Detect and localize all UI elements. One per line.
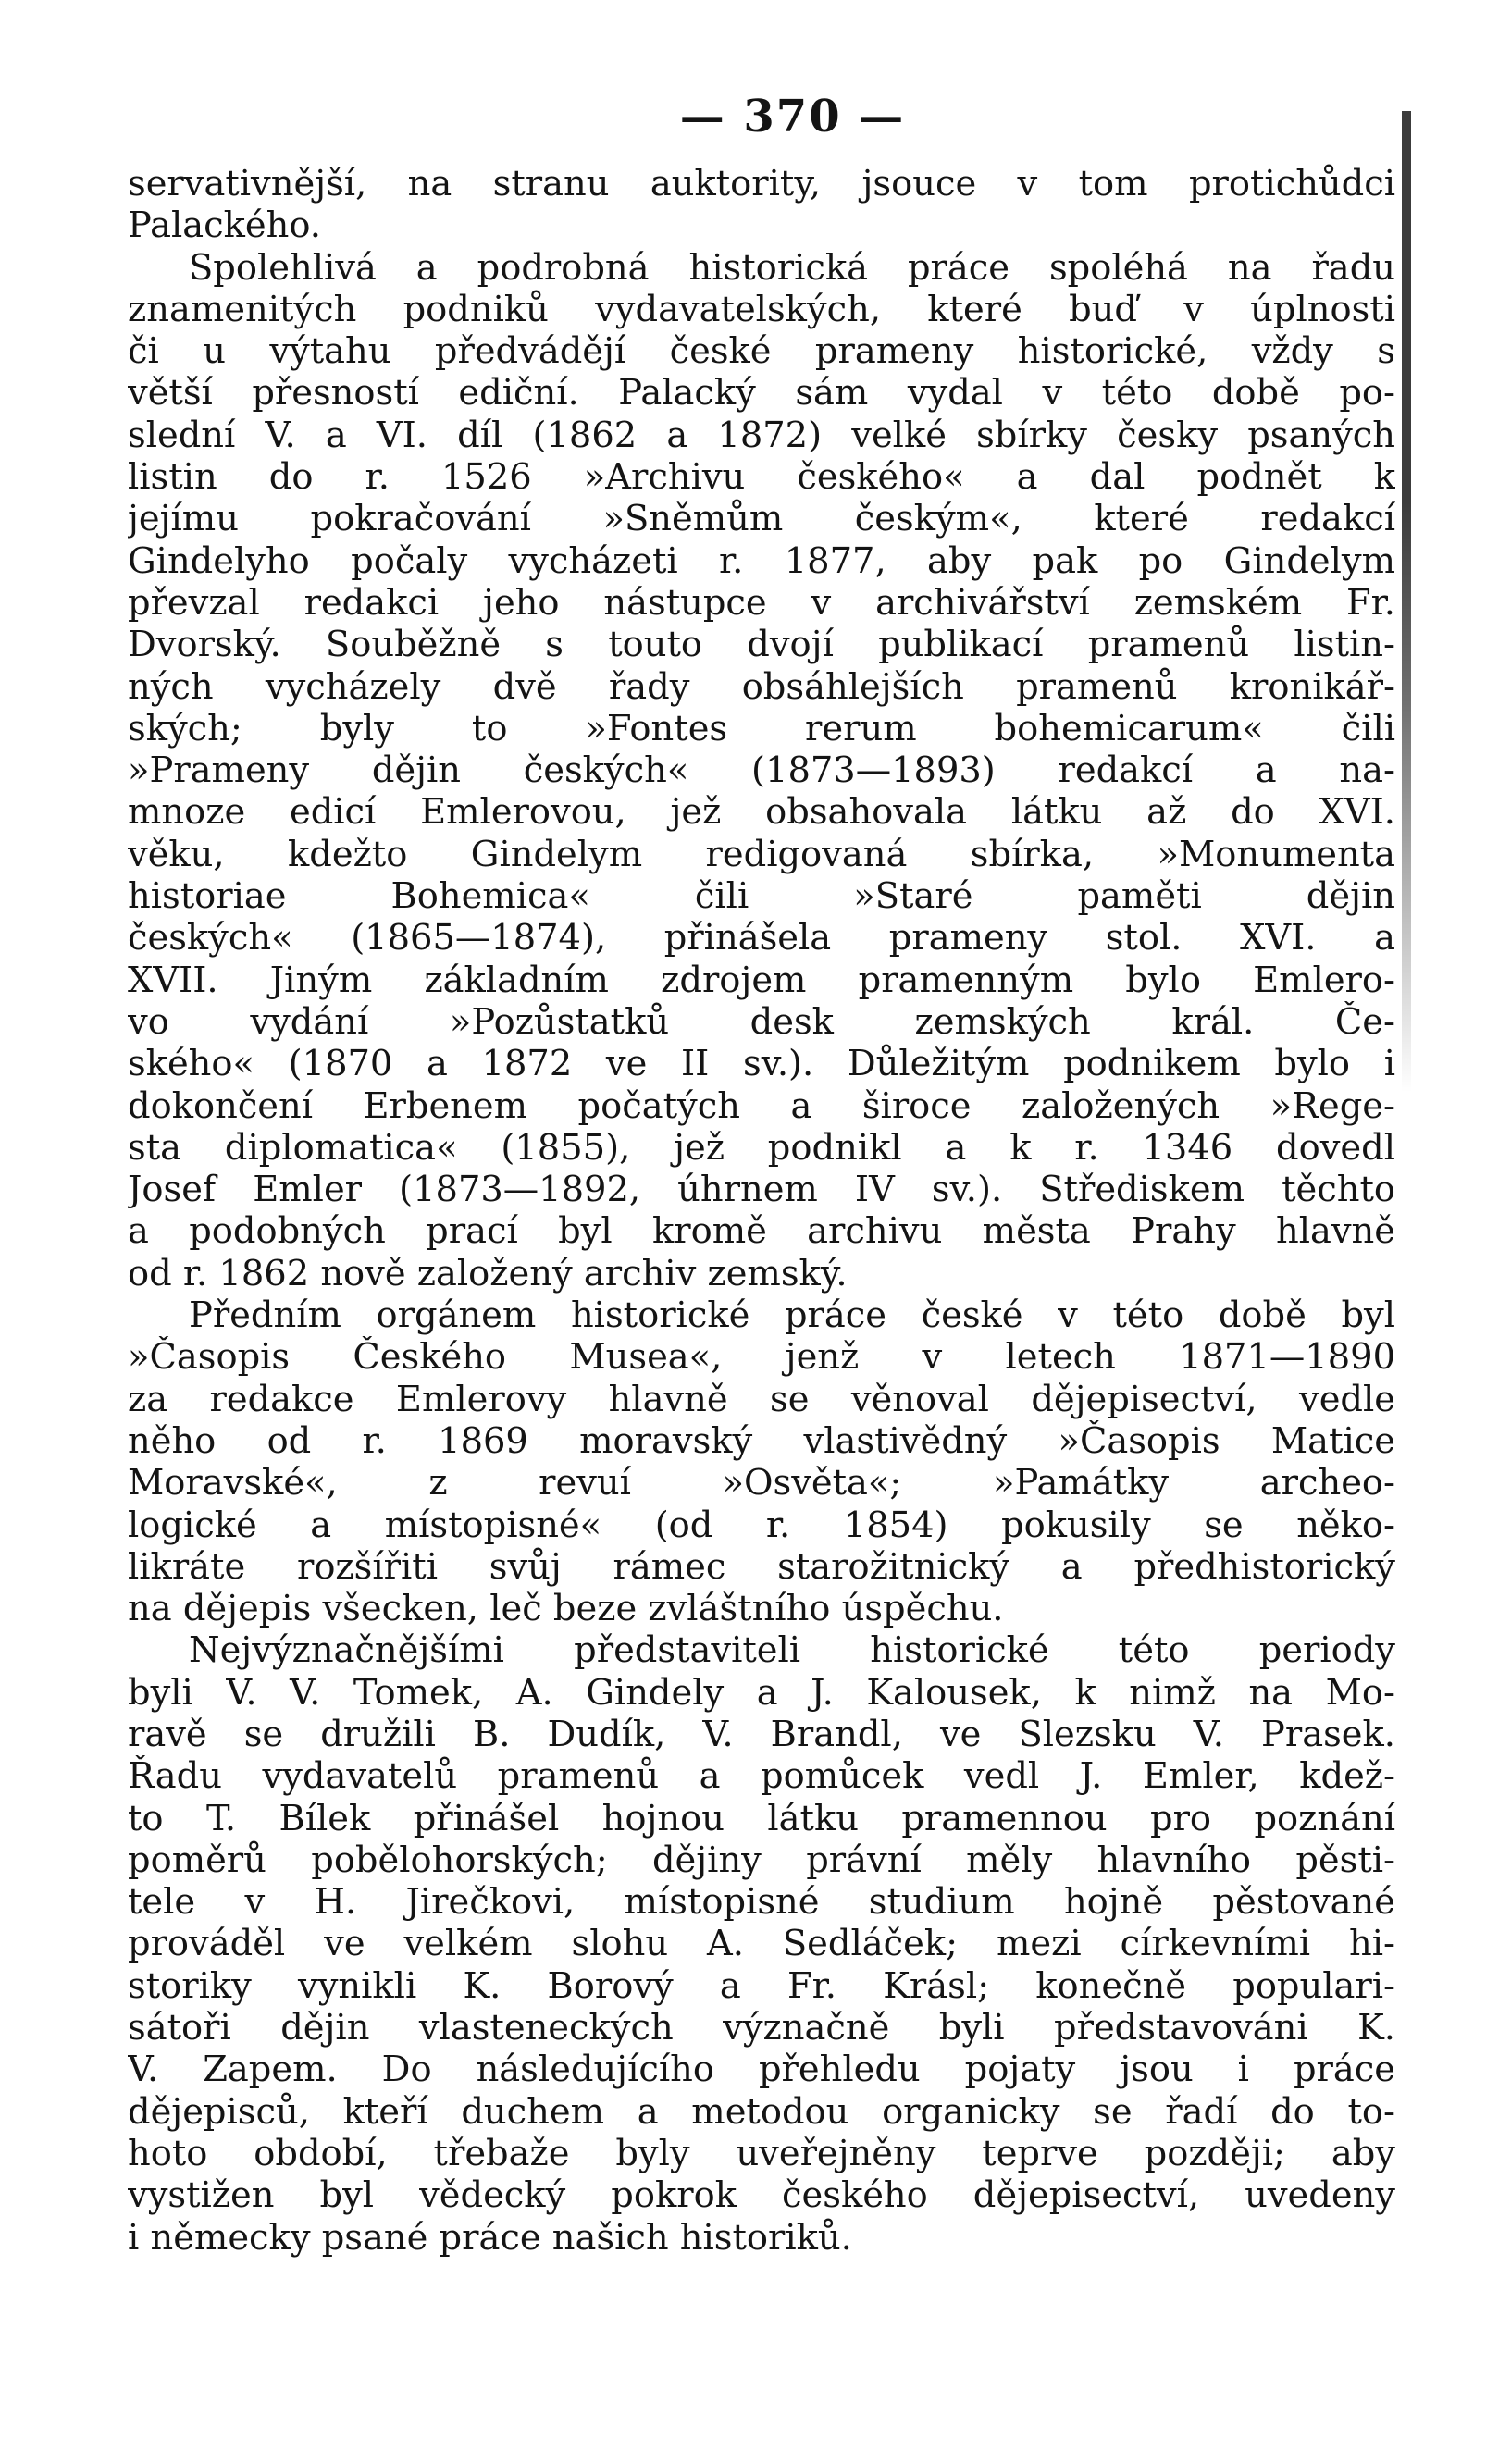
text-line: Řadu vydavatelů pramenů a pomůcek vedl J. Emler, kdež- <box>128 1755 1395 1798</box>
text-line: ského« (1870 a 1872 ve II sv.). Důležitým podnikem bylo i <box>128 1043 1395 1085</box>
page-edge-shadow <box>1402 111 1411 1092</box>
text-line: něho od r. 1869 moravský vlastivědný »Časopis Matice <box>128 1419 1395 1462</box>
text-line: Josef Emler (1873—1892, úhrnem IV sv.). Střediskem těchto <box>128 1169 1395 1211</box>
text-line: Nejvýznačnějšími představiteli historické této periody <box>189 1629 1395 1672</box>
text-line: znamenitých podniků vydavatelských, které buď v úplnosti <box>128 288 1395 330</box>
text-line: od r. 1862 nově založený archiv zemský. <box>128 1252 848 1294</box>
text-line: Palackého. <box>128 204 322 247</box>
text-line: slední V. a VI. díl (1862 a 1872) velké sbírky česky psaných <box>128 414 1395 456</box>
page-number: — 370 — <box>679 91 906 142</box>
text-line: sta diplomatica« (1855), jež podnikl a k r. 1346 dovedl <box>128 1126 1395 1169</box>
text-line: větší přesností ediční. Palacký sám vydal v této době po- <box>128 372 1395 415</box>
text-line: XVII. Jiným základním zdrojem pramenným bylo Emlero- <box>128 959 1395 1001</box>
text-line: a podobných prací byl kromě archivu města Prahy hlavně <box>128 1210 1395 1253</box>
text-line: za redakce Emlerovy hlavně se věnoval dějepisectví, vedle <box>128 1378 1395 1420</box>
text-line: storiky vynikli K. Borový a Fr. Krásl; konečně populari- <box>128 1964 1395 2007</box>
text-line: či u výtahu předvádějí české prameny historické, vždy s <box>128 330 1395 373</box>
text-line: dějepisců, kteří duchem a metodou organicky se řadí do to- <box>128 2090 1395 2133</box>
text-line: českých« (1865—1874), přinášela prameny stol. XVI. a <box>128 917 1395 960</box>
text-line: sátoři dějin vlasteneckých význačně byli představováni K. <box>128 2007 1395 2049</box>
text-line: tele v H. Jirečkovi, místopisné studium hojně pěstované <box>128 1881 1395 1924</box>
text-line: na dějepis všecken, leč beze zvláštního úspěchu. <box>128 1588 1004 1630</box>
text-line: Gindelyho počaly vycházeti r. 1877, aby pak po Gindelym <box>128 539 1395 582</box>
text-line: Dvorský. Souběžně s touto dvojí publikací pramenů listin- <box>128 624 1395 666</box>
text-line: to T. Bílek přinášel hojnou látku pramennou pro poznání <box>128 1797 1395 1839</box>
body-text <box>128 163 1395 2259</box>
text-line: historiae Bohemica« čili »Staré paměti dějin <box>128 875 1395 918</box>
text-line: byli V. V. Tomek, A. Gindely a J. Kalousek, k nimž na Mo- <box>128 1671 1395 1714</box>
text-line: Spolehlivá a podrobná historická práce spoléhá na řadu <box>189 246 1395 289</box>
text-line: Předním orgánem historické práce české v této době byl <box>189 1294 1395 1337</box>
text-line: Moravské«, z revuí »Osvěta«; »Památky archeo- <box>128 1462 1395 1504</box>
text-line: ských; byly to »Fontes rerum bohemicarum« čili <box>128 707 1395 749</box>
text-line: dokončení Erbenem počatých a široce založených »Rege- <box>128 1084 1395 1127</box>
text-line: převzal redakci jeho nástupce v archivářství zemském Fr. <box>128 581 1395 624</box>
text-line: ravě se družili B. Dudík, V. Brandl, ve Slezsku V. Prasek. <box>128 1713 1395 1755</box>
text-line: servativnější, na stranu auktority, jsouce v tom protichůdci <box>128 163 1395 204</box>
text-line: vystižen byl vědecký pokrok českého dějepisectví, uvedeny <box>128 2174 1395 2217</box>
text-line: vo vydání »Pozůstatků desk zemských král. Če- <box>128 1000 1395 1043</box>
text-line: mnoze edicí Emlerovou, jež obsahovala látku až do XVI. <box>128 791 1395 834</box>
text-line: likráte rozšířiti svůj rámec starožitnický a předhistorický <box>128 1545 1395 1588</box>
text-line: jejímu pokračování »Sněmům českým«, které redakcí <box>128 498 1395 540</box>
text-line: i německy psané práce našich historiků. <box>128 2216 852 2259</box>
text-line: poměrů pobělohorských; dějiny právní měly hlavního pěsti- <box>128 1839 1395 1881</box>
text-line: hoto období, třebaže byly uveřejněny teprve později; aby <box>128 2132 1395 2174</box>
text-line: »Prameny dějin českých« (1873—1893) redakcí a na- <box>128 749 1395 792</box>
text-line: V. Zapem. Do následujícího přehledu pojaty jsou i práce <box>128 2049 1395 2091</box>
text-line: věku, kdežto Gindelym redigovaná sbírka, »Monumenta <box>128 833 1395 875</box>
text-line: logické a místopisné« (od r. 1854) pokusily se něko- <box>128 1504 1395 1546</box>
text-line: listin do r. 1526 »Archivu českého« a dal podnět k <box>128 456 1395 499</box>
text-line: prováděl ve velkém slohu A. Sedláček; mezi církevními hi- <box>128 1923 1395 1965</box>
text-line: ných vycházely dvě řady obsáhlejších pramenů kronikář- <box>128 665 1395 708</box>
text-line: »Časopis Českého Musea«, jenž v letech 1871—1890 <box>128 1336 1395 1379</box>
